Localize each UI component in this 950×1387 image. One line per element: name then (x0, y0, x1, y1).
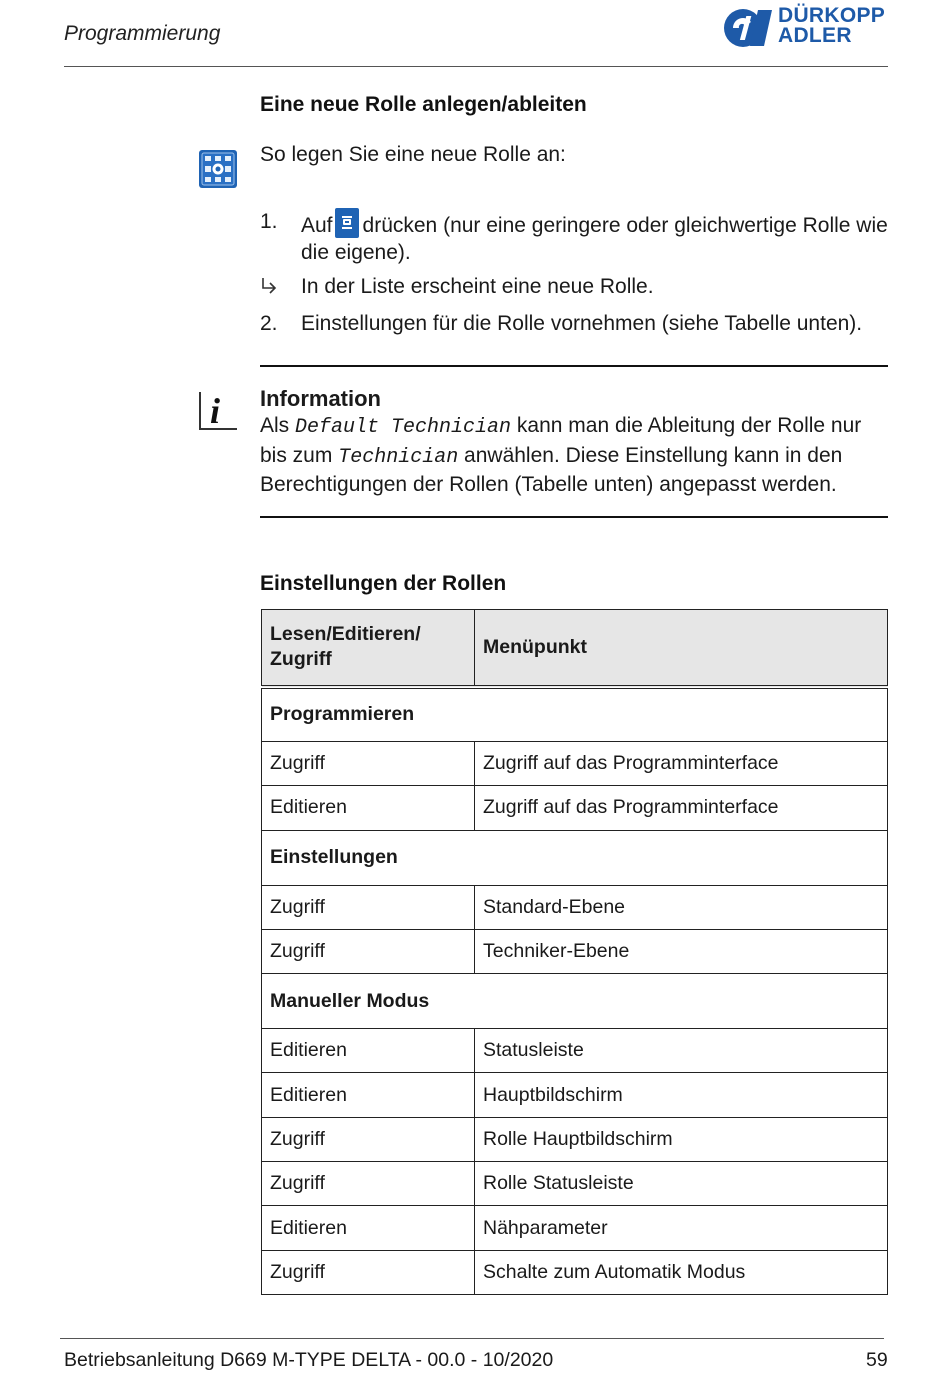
group-label: Einstellungen (262, 830, 888, 885)
cell-access: Zugriff (262, 885, 475, 929)
cell-menu-item: Rolle Statusleiste (475, 1162, 888, 1206)
step-text-pre: Auf (301, 214, 333, 237)
cell-menu-item: Standard-Ebene (475, 885, 888, 929)
page-header-title: Programmierung (64, 22, 221, 45)
cell-menu-item: Statusleiste (475, 1029, 888, 1073)
duerkopp-adler-logo (722, 6, 890, 50)
table-header-row (262, 610, 888, 687)
group-row (262, 974, 888, 1029)
step-text (301, 208, 901, 266)
cell-menu-item: Techniker-Ebene (475, 929, 888, 973)
group-row (262, 687, 888, 742)
roles-settings-table (261, 609, 888, 1295)
cell-menu-item: Schalte zum Automatik Modus (475, 1250, 888, 1294)
result-arrow-icon (260, 273, 278, 303)
info-text-3: anwählen. Diese Einstellung kann in den Berechtigungen der Rollen (Tabelle unten) angepasst werden. (260, 443, 843, 496)
table-heading: Einstellungen der Rollen (260, 572, 507, 595)
logo-mark-icon (722, 6, 776, 50)
logo-line-2: ADLER (778, 24, 852, 47)
table-row (262, 885, 888, 929)
cell-access: Zugriff (262, 1117, 475, 1161)
column-header-menu-item: Menüpunkt (475, 610, 888, 687)
cell-access: Editieren (262, 1206, 475, 1250)
table-row (262, 786, 888, 830)
info-body (260, 412, 890, 499)
info-text-1: Als (260, 414, 296, 437)
footer-document-title: Betriebsanleitung D669 M-TYPE DELTA - 00.0 - 10/2020 (64, 1349, 554, 1371)
info-text-2: kann man die Ableitung der Rolle nur bis zum (260, 414, 862, 467)
group-row (262, 830, 888, 885)
step-number: 2. (260, 312, 278, 335)
cell-access: Zugriff (262, 1250, 475, 1294)
derive-role-button-icon (335, 208, 359, 238)
info-bottom-rule (260, 516, 888, 518)
section-heading: Eine neue Rolle anlegen/ableiten (260, 93, 587, 116)
cell-menu-item: Zugriff auf das Programminterface (475, 742, 888, 786)
step-number: 1. (260, 210, 278, 233)
info-code-default-technician: Default Technician (295, 416, 512, 439)
table-row (262, 1029, 888, 1073)
footer-divider (60, 1338, 884, 1339)
table-row (262, 1117, 888, 1161)
group-label: Programmieren (262, 687, 888, 742)
logo-wordmark (778, 6, 885, 46)
table-row (262, 1250, 888, 1294)
cell-menu-item: Nähparameter (475, 1206, 888, 1250)
table-row (262, 1162, 888, 1206)
cell-access: Editieren (262, 1029, 475, 1073)
cell-access: Editieren (262, 1073, 475, 1117)
step-text-post: drücken (nur eine geringere oder gleichwertige Rolle wie die eigene). (301, 214, 888, 264)
group-label: Manueller Modus (262, 974, 888, 1029)
info-top-rule (260, 365, 888, 367)
table-row (262, 929, 888, 973)
cell-access: Zugriff (262, 1162, 475, 1206)
step-text: Einstellungen für die Rolle vornehmen (siehe Tabelle unten). (301, 312, 863, 335)
logo-line-1: DÜRKOPP (778, 4, 886, 27)
table-row (262, 742, 888, 786)
info-code-technician: Technician (338, 445, 459, 469)
cell-access: Zugriff (262, 742, 475, 786)
footer-page-number: 59 (866, 1349, 888, 1371)
section-intro: So legen Sie eine neue Rolle an: (260, 143, 566, 166)
cell-access: Zugriff (262, 929, 475, 973)
table-row (262, 1073, 888, 1117)
header-divider (64, 66, 888, 67)
info-title: Information (260, 386, 381, 411)
cell-menu-item: Zugriff auf das Programminterface (475, 786, 888, 830)
info-i-icon: i (199, 392, 237, 430)
table-row (262, 1206, 888, 1250)
result-text: In der Liste erscheint eine neue Rolle. (301, 275, 654, 298)
roles-grid-icon (199, 150, 237, 188)
column-header-access: Lesen/Editieren/ Zugriff (262, 610, 475, 687)
cell-menu-item: Hauptbildschirm (475, 1073, 888, 1117)
cell-menu-item: Rolle Hauptbildschirm (475, 1117, 888, 1161)
cell-access: Editieren (262, 786, 475, 830)
